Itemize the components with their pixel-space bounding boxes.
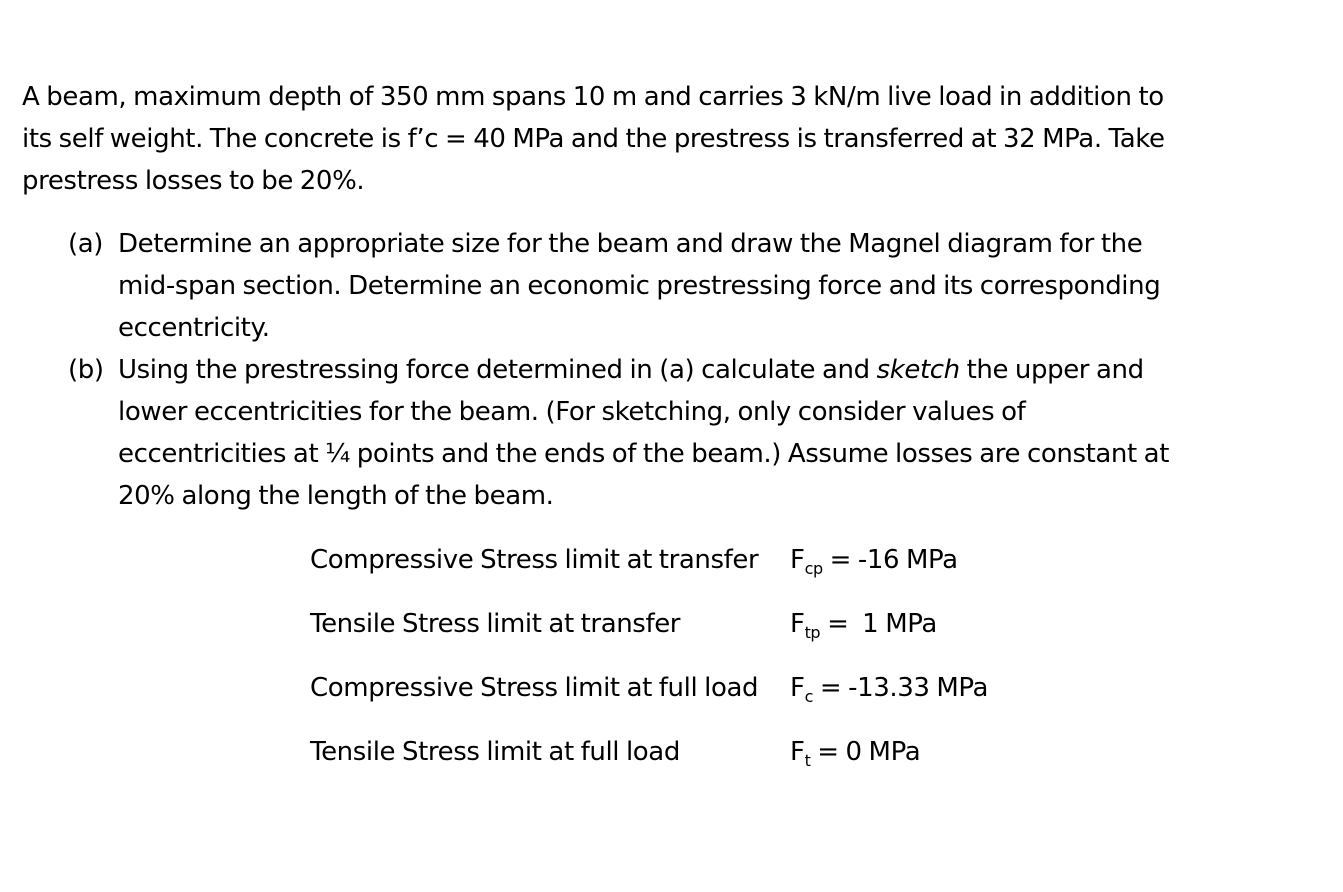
- stress-limits-table: [310, 540, 1070, 796]
- part-marker: (b): [68, 355, 104, 385]
- stress-limit-value: [790, 540, 958, 583]
- stress-limit-row: [310, 668, 1070, 732]
- part-line: [118, 349, 1268, 391]
- part-line: 20% along the length of the beam.: [118, 481, 554, 511]
- stress-limit-label: Tensile Stress limit at transfer: [310, 609, 681, 639]
- part-line-text: the upper and: [959, 355, 1144, 385]
- stress-limit-value: [790, 732, 920, 775]
- question-part-a: [68, 223, 1268, 349]
- stress-limit-label: Compressive Stress limit at transfer: [310, 545, 759, 575]
- stress-limit-value: [790, 668, 988, 711]
- statement-line: prestress losses to be 20%.: [22, 166, 365, 196]
- statement-line: its self weight. The concrete is f’c = 40 MPa and the prestress is transferred at 32 MPa. Take: [22, 124, 1165, 154]
- stress-limit-row: [310, 540, 1070, 604]
- stress-value: = -13.33 MPa: [812, 673, 989, 703]
- problem-statement: [22, 76, 1222, 202]
- part-line: Determine an appropriate size for the beam and draw the Magnel diagram for the: [118, 229, 1143, 259]
- stress-symbol-subscript: tp: [804, 623, 821, 642]
- part-line: lower eccentricities for the beam. (For sketching, only consider values of: [118, 397, 1026, 427]
- question-part-b: [68, 349, 1268, 517]
- stress-value: = 0 MPa: [810, 737, 921, 767]
- stress-value: = 1 MPa: [820, 609, 937, 639]
- stress-symbol-subscript: t: [804, 751, 811, 770]
- part-line-text: Using the prestressing force determined in (a) calculate and: [118, 355, 877, 385]
- question-parts: [68, 223, 1268, 517]
- stress-symbol: F: [790, 673, 805, 703]
- stress-limit-label: Tensile Stress limit at full load: [310, 737, 680, 767]
- stress-symbol: F: [790, 737, 805, 767]
- stress-symbol: F: [790, 609, 805, 639]
- part-line: eccentricities at ¼ points and the ends of the beam.) Assume losses are constant at: [118, 439, 1169, 469]
- stress-symbol: F: [790, 545, 805, 575]
- part-body: [118, 349, 1268, 517]
- part-line: eccentricity.: [118, 313, 270, 343]
- part-line-emphasis: sketch: [876, 355, 960, 385]
- part-body: [118, 223, 1268, 349]
- statement-line: A beam, maximum depth of 350 mm spans 10 m and carries 3 kN/m live load in addition to: [22, 82, 1164, 112]
- part-marker: (a): [68, 229, 104, 259]
- stress-value: = -16 MPa: [822, 545, 958, 575]
- stress-limit-label: Compressive Stress limit at full load: [310, 673, 759, 703]
- part-line: mid-span section. Determine an economic prestressing force and its corresponding: [118, 271, 1161, 301]
- stress-limit-row: [310, 604, 1070, 668]
- stress-symbol-subscript: cp: [804, 559, 823, 578]
- stress-symbol-subscript: c: [804, 687, 813, 706]
- stress-limit-value: [790, 604, 937, 647]
- stress-limit-row: [310, 732, 1070, 796]
